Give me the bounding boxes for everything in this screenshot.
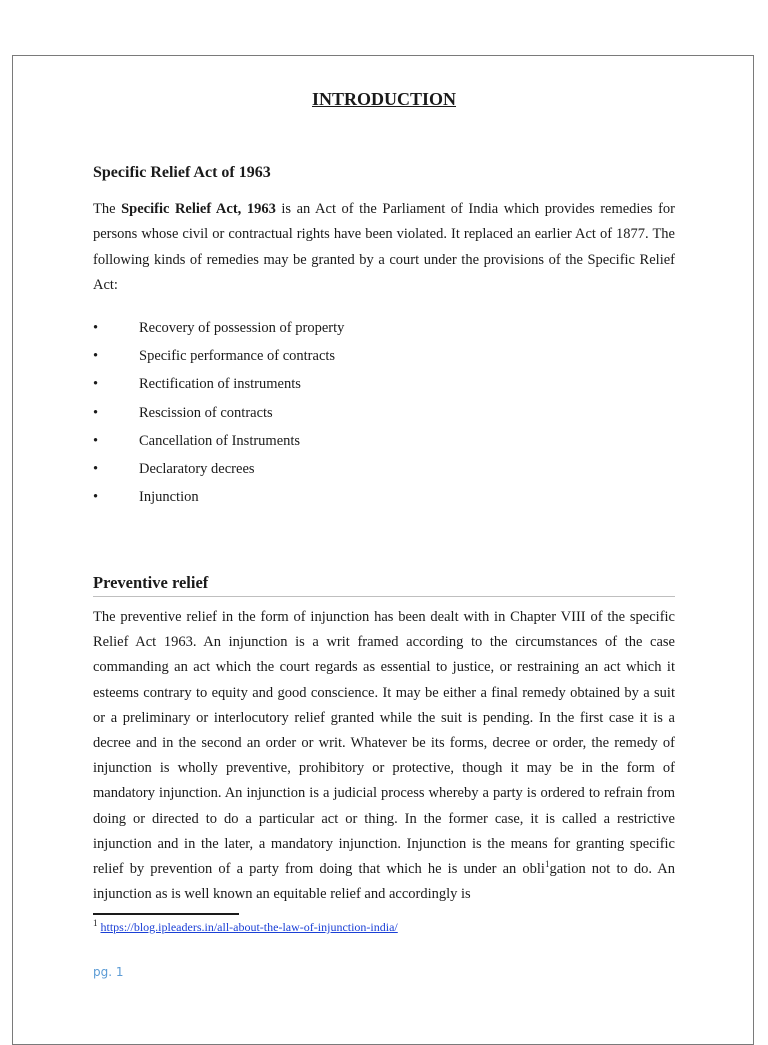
intro-paragraph bbox=[93, 197, 675, 298]
list-item bbox=[93, 458, 344, 486]
list-item bbox=[93, 430, 344, 458]
bullet-icon: • bbox=[93, 320, 99, 336]
page-number: pg. 1 bbox=[93, 965, 124, 979]
footnote-separator bbox=[93, 913, 239, 915]
bullet-icon: • bbox=[93, 404, 99, 421]
bullet-icon: • bbox=[93, 460, 99, 477]
bullet-icon: • bbox=[93, 489, 99, 506]
bullet-icon: • bbox=[93, 376, 99, 393]
footnote-reference[interactable]: 1 bbox=[544, 859, 550, 870]
list-item-text: Declaratory decrees bbox=[139, 460, 255, 477]
list-item-text: Injunction bbox=[139, 489, 199, 506]
list-item-text: Cancellation of Instruments bbox=[139, 432, 301, 449]
intro-rest-text: is an Act of the Parliament of India which provides remedies for persons whose civil or contractual rights have been violated. It replaced an earlier Act of 1877. The following kinds of remedies may be granted by a court under the provisions of the Specific Relief Act: bbox=[93, 201, 675, 293]
footnote-link[interactable]: https://blog.ipleaders.in/all-about-the-law-of-injunction-india/ bbox=[100, 920, 398, 934]
bullet-icon: • bbox=[93, 348, 99, 365]
list-item-text: Rescission of contracts bbox=[139, 404, 273, 421]
list-item bbox=[93, 345, 344, 373]
footnote-marker: 1 bbox=[93, 918, 98, 928]
preventive-relief-paragraph bbox=[93, 605, 675, 907]
list-item-text: Recovery of possession of property bbox=[139, 320, 345, 336]
paragraph-text-part1: The preventive relief in the form of injunction has been dealt with in Chapter VIII of the specific Relief Act 1963. An injunction is a writ framed according to the circumstances of the case commanding an act which the court regards as essential to justice, or restraining an act which it esteems contrary to equity and good conscience. It may be either a final remedy obtained by a suit or a preliminary or interlocutory relief granted while the suit is pending. In the first case it is a decree and in the second an order or writ. Whatever be its forms, decree or order, the remedy of injunction is wholly preventive, prohibitory or protective, though it may be in the form of mandatory injunction. An injunction is a judicial process whereby a party is ordered to refrain from doing or directed to do a particular act or thing. In the former case, it is called a restrictive injunction and in the later, a mandatory injunction. Injunction is the means for granting specific relief by prevention of a party from doing that which he is under an obli bbox=[93, 609, 675, 878]
section-heading-preventive-relief: Preventive relief bbox=[93, 573, 209, 592]
section-heading-underline bbox=[93, 573, 675, 597]
paragraph-text-part2: gation not to do. An injunction as is well known an equitable relief and accordingly is bbox=[93, 861, 675, 903]
intro-act-name: Specific Relief Act, 1963 bbox=[121, 201, 276, 217]
list-item bbox=[93, 402, 344, 430]
footnote bbox=[93, 920, 398, 935]
list-item bbox=[93, 373, 344, 401]
bullet-icon: • bbox=[93, 432, 99, 449]
list-item-text: Specific performance of contracts bbox=[139, 348, 336, 365]
list-item-text: Rectification of instruments bbox=[139, 376, 301, 393]
remedies-list bbox=[93, 317, 344, 514]
list-item bbox=[93, 317, 344, 345]
section-heading-specific-relief-act: Specific Relief Act of 1963 bbox=[93, 164, 271, 181]
list-item bbox=[93, 486, 344, 514]
intro-lead-text: The bbox=[93, 201, 122, 217]
page-title: INTRODUCTION bbox=[311, 89, 457, 109]
